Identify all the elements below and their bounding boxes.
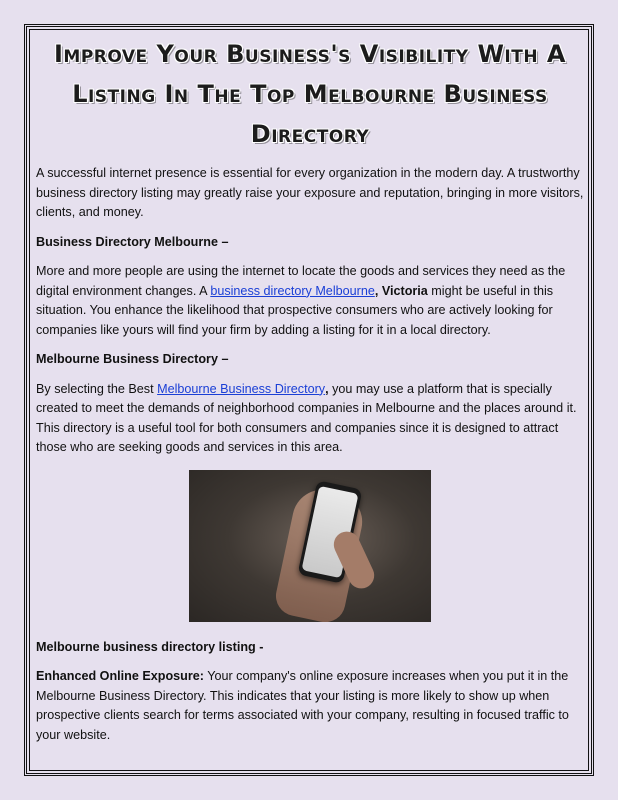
section1-text-after-link: might be useful in this situation. You enhance the likelihood that prospective consumers who are actively looking for companies like yours will find your firm by adding a listing for it in a local directory. xyxy=(36,283,554,337)
section1-text-before-link: More and more people are using the internet to locate the goods and services they need as the digital environment changes. A xyxy=(36,264,566,298)
business-directory-melbourne-link[interactable]: business directory Melbourne xyxy=(210,283,375,298)
melbourne-business-directory-link[interactable]: Melbourne Business Directory xyxy=(157,381,326,396)
section-heading-melbourne-business-directory: Melbourne Business Directory – xyxy=(36,352,229,366)
section3-paragraph xyxy=(36,667,584,745)
section1-paragraph xyxy=(36,262,584,340)
document-body xyxy=(36,34,584,755)
section2-text-before-link: By selecting the Best xyxy=(36,381,158,396)
section-heading-business-directory-melbourne: Business Directory Melbourne – xyxy=(36,234,229,249)
section-heading-listing: Melbourne business directory listing - xyxy=(36,639,264,654)
enhanced-online-exposure-label: Enhanced Online Exposure: xyxy=(36,669,204,683)
page-title: Improve Your Business's Visibility With A Listing In The Top Melbourne Business Directory xyxy=(54,40,566,148)
section2-bold-comma: , xyxy=(325,381,329,396)
section3-text: Your company's online exposure increases when you put it in the Melbourne Business Directory. This indicates that your listing is more likely to show up when prospective clients search for terms associated with your company, resulting in focused traffic to your website. xyxy=(36,669,569,742)
intro-paragraph: A successful internet presence is essential for every organization in the modern day. A trustworthy business directory listing may greatly raise your exposure and reputation, bringing in more visitors, clients, and money. xyxy=(36,166,584,219)
section2-paragraph xyxy=(36,380,584,458)
section2-text-after-link: you may use a platform that is specially created to meet the demands of neighborhood companies in Melbourne and the places around it. This directory is a useful tool for both consumers and companies since it is designed to attract those who are seeking goods and services in this area. xyxy=(36,381,577,454)
hand-holding-phone-image xyxy=(189,470,431,622)
section1-bold-victoria: , Victoria xyxy=(374,283,428,298)
